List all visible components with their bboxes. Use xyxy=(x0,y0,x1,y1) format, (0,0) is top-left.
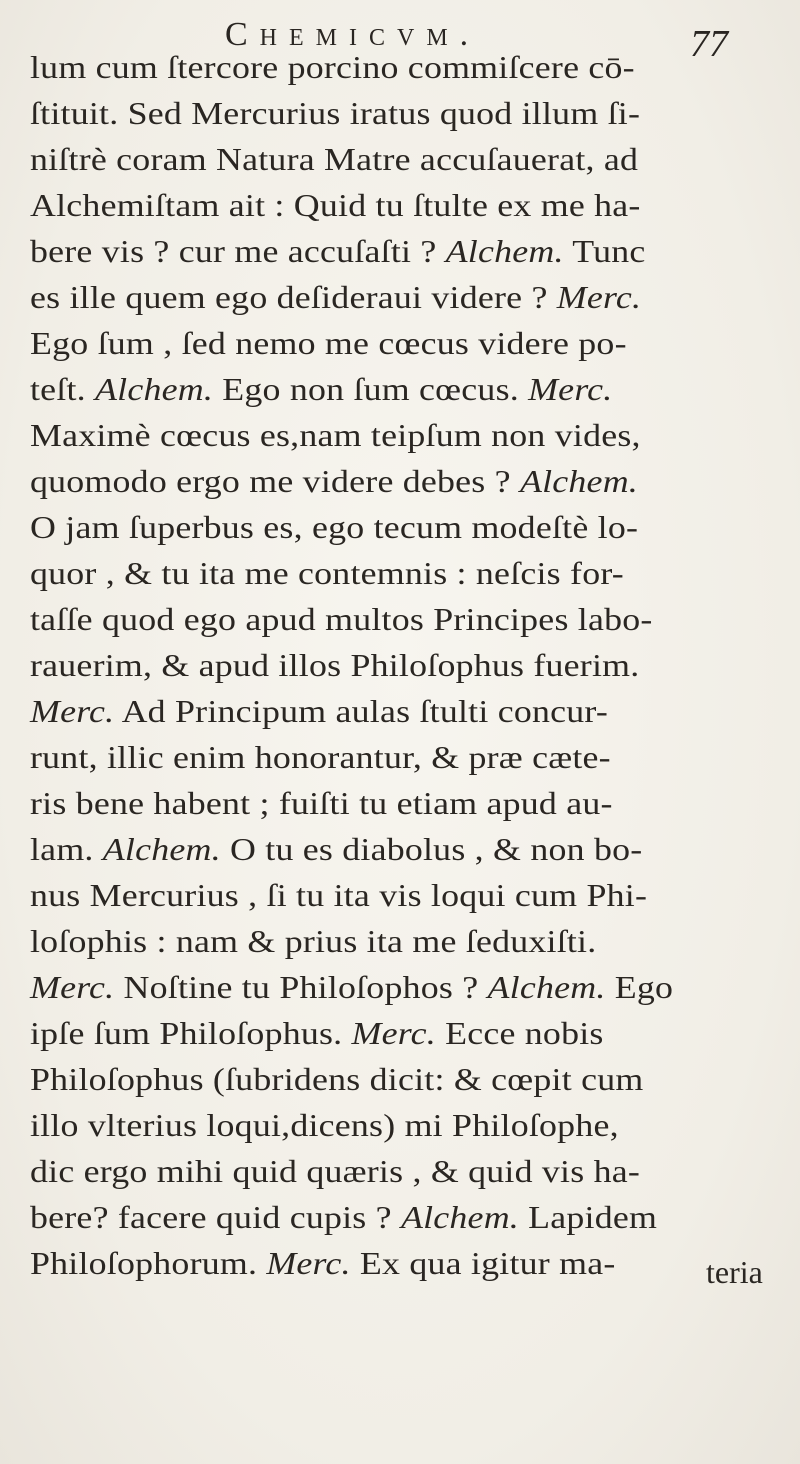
page-number: 77 xyxy=(690,23,728,65)
text-line: ſtituit. Sed Mercurius iratus quod illum ſi- xyxy=(30,95,641,131)
text-line: ipſe ſum Philoſophus. Merc. Ecce nobis xyxy=(30,1015,604,1051)
speaker-label: Merc. xyxy=(30,693,115,729)
text-line: Maximè cœcus es,nam teipſum non vides, xyxy=(30,417,641,453)
text-line: illo vlterius loqui,dicens) mi Philoſophe, xyxy=(30,1107,619,1143)
speaker-label: Alchem. xyxy=(102,831,221,867)
text-line: Philoſophorum. Merc. Ex qua igitur ma- xyxy=(30,1245,616,1281)
speaker-label: Alchem. xyxy=(445,233,564,269)
text-line: lam. Alchem. O tu es diabolus , & non bo- xyxy=(30,831,643,867)
text-line: loſophis : nam & prius ita me ſeduxiſti. xyxy=(30,923,597,959)
running-title: Chemicvm. xyxy=(225,16,481,53)
speaker-label: Merc. xyxy=(30,969,115,1005)
text-line: Merc. Ad Principum aulas ſtulti concur- xyxy=(30,693,609,729)
text-line: taſſe quod ego apud multos Principes labo- xyxy=(30,601,653,637)
text-line: quor , & tu ita me contemnis : neſcis for- xyxy=(30,555,624,591)
text-line: O jam ſuperbus es, ego tecum modeſtè lo- xyxy=(30,509,639,545)
text-line: lum cum ſtercore porcino commiſcere cō- xyxy=(30,49,635,85)
text-line: rauerim, & apud illos Philoſophus fuerim. xyxy=(30,647,640,683)
text-line: Merc. Noſtine tu Philoſophos ? Alchem. Ego xyxy=(30,969,674,1005)
text-line: teſt. Alchem. Ego non ſum cœcus. Merc. xyxy=(30,371,613,407)
text-line: Ego ſum , ſed nemo me cœcus videre po- xyxy=(30,325,627,361)
speaker-label: Merc. xyxy=(266,1245,351,1281)
speaker-label: Merc. xyxy=(351,1015,436,1051)
text-line: es ille quem ego deſideraui videre ? Merc. xyxy=(30,279,642,315)
text-line: dic ergo mihi quid quæris , & quid vis ha- xyxy=(30,1153,641,1189)
text-line: bere? facere quid cupis ? Alchem. Lapidem xyxy=(30,1199,658,1235)
text-line: nus Mercurius , ſi tu ita vis loqui cum Phi- xyxy=(30,877,648,913)
text-line: Alchemiſtam ait : Quid tu ſtulte ex me ha- xyxy=(30,187,641,223)
speaker-label: Alchem. xyxy=(487,969,606,1005)
catchword: teria xyxy=(706,1254,763,1290)
text-line: runt, illic enim honorantur, & præ cæte- xyxy=(30,739,611,775)
text-line: niſtrè coram Natura Matre accuſauerat, ad xyxy=(30,141,639,177)
speaker-label: Merc. xyxy=(528,371,613,407)
speaker-label: Alchem. xyxy=(519,463,638,499)
text-line: Philoſophus (ſubridens dicit: & cœpit cum xyxy=(30,1061,644,1097)
speaker-label: Merc. xyxy=(556,279,642,315)
text-line: ris bene habent ; fuiſti tu etiam apud au- xyxy=(30,785,613,821)
speaker-label: Alchem. xyxy=(400,1199,519,1235)
speaker-label: Alchem. xyxy=(95,371,214,407)
text-line: bere vis ? cur me accuſaſti ? Alchem. Tunc xyxy=(30,233,646,269)
text-line: quomodo ergo me videre debes ? Alchem. xyxy=(30,463,638,499)
